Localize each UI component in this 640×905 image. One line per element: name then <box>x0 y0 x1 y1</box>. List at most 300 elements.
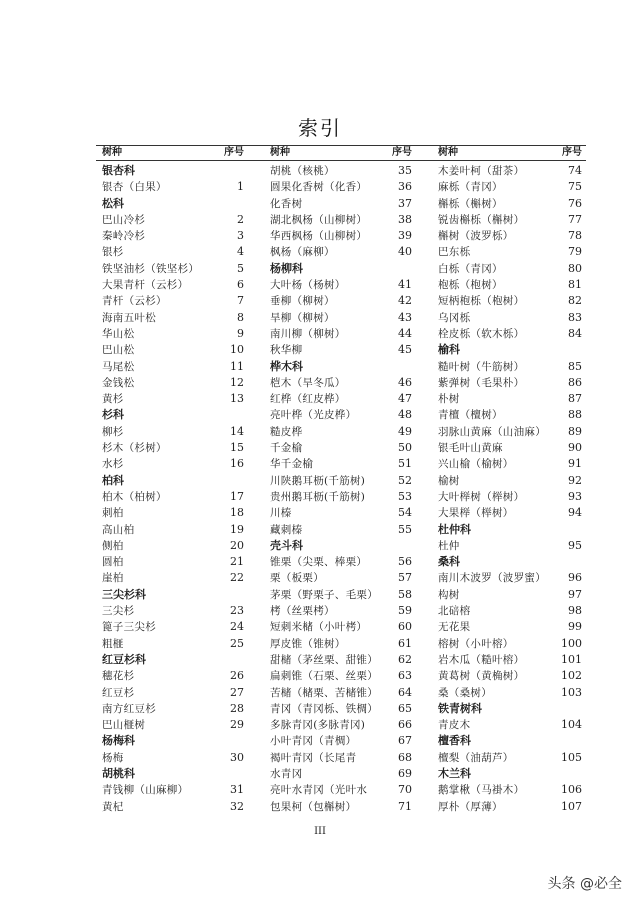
index-entry <box>268 179 414 195</box>
entry-number: 79 <box>568 245 582 259</box>
index-entry <box>268 391 414 407</box>
index-entry <box>436 375 584 391</box>
species-name: 锥栗（尖栗、棒栗） <box>270 556 368 569</box>
index-entry <box>268 766 414 782</box>
entry-number: 26 <box>230 669 244 683</box>
entry-number: 14 <box>230 424 244 438</box>
species-name: 无花果 <box>438 621 471 634</box>
column-header <box>268 145 414 160</box>
index-entry <box>268 668 414 684</box>
entry-number: 16 <box>230 457 244 471</box>
index-entry <box>100 799 246 815</box>
index-column-1 <box>100 145 246 825</box>
index-entry <box>436 570 584 586</box>
index-entry <box>100 391 246 407</box>
family-name: 松科 <box>102 196 124 210</box>
index-list <box>100 163 246 815</box>
species-name: 白栎（青冈） <box>438 262 503 275</box>
entry-number: 21 <box>230 555 244 569</box>
family-heading <box>100 196 246 212</box>
entry-number: 6 <box>237 278 244 292</box>
index-entry <box>100 228 246 244</box>
species-name: 秦岭冷杉 <box>102 230 146 243</box>
entry-number: 12 <box>230 375 244 389</box>
entry-number: 54 <box>398 506 412 520</box>
index-entry <box>268 587 414 603</box>
column-header <box>100 145 246 160</box>
entry-number: 49 <box>398 424 412 438</box>
index-entry <box>268 310 414 326</box>
entry-number: 32 <box>230 799 244 813</box>
species-name: 构树 <box>438 588 460 601</box>
species-name: 羽脉山黄麻（山油麻） <box>438 425 546 438</box>
species-name: 青檀（檀树） <box>438 409 503 422</box>
species-name: 圆果化香树（化香） <box>270 181 368 194</box>
entry-number: 95 <box>568 538 582 552</box>
species-name: 巴东栎 <box>438 246 471 259</box>
index-entry <box>436 244 584 260</box>
species-name: 麻栎（青冈） <box>438 181 503 194</box>
entry-number: 41 <box>398 278 412 292</box>
species-name: 紫弹树（毛果朴） <box>438 376 525 389</box>
entry-number: 60 <box>398 620 412 634</box>
species-name: 南方红豆杉 <box>102 702 156 715</box>
entry-number: 53 <box>398 489 412 503</box>
index-entry <box>100 375 246 391</box>
species-name: 巴山榧树 <box>102 719 146 732</box>
species-name: 茅栗（野栗子、毛栗） <box>270 588 378 601</box>
entry-number: 31 <box>230 783 244 797</box>
index-entry <box>268 277 414 293</box>
family-heading <box>268 359 414 375</box>
entry-number: 85 <box>568 359 582 373</box>
entry-number: 52 <box>398 473 412 487</box>
species-name: 圆柏 <box>102 556 124 569</box>
index-entry <box>100 277 246 293</box>
index-entry <box>268 603 414 619</box>
entry-number: 102 <box>561 669 582 683</box>
species-name: 栲（丝栗栲） <box>270 605 335 618</box>
index-entry <box>268 473 414 489</box>
entry-number: 63 <box>398 669 412 683</box>
species-name: 秋华柳 <box>270 344 303 357</box>
species-name: 侧柏 <box>102 539 124 552</box>
species-name: 厚朴（厚薄） <box>438 800 503 813</box>
entry-number: 99 <box>568 620 582 634</box>
family-name: 桦木科 <box>270 359 303 373</box>
species-name: 垂柳（柳树） <box>270 295 335 308</box>
entry-number: 87 <box>568 392 582 406</box>
species-name: 杨梅 <box>102 751 124 764</box>
family-heading <box>100 766 246 782</box>
entry-number: 5 <box>237 261 244 275</box>
entry-number: 55 <box>398 522 412 536</box>
species-name: 银杏（白果） <box>102 181 167 194</box>
index-entry <box>436 391 584 407</box>
index-entry <box>436 619 584 635</box>
species-name: 亮叶水青冈（光叶水 <box>270 784 368 797</box>
index-entry <box>100 522 246 538</box>
index-entry <box>436 505 584 521</box>
species-name: 巴山冷杉 <box>102 213 146 226</box>
entry-number: 1 <box>237 180 244 194</box>
species-name: 湖北枫杨（山柳树） <box>270 213 368 226</box>
index-entry <box>268 717 414 733</box>
species-name: 化香树 <box>270 197 303 210</box>
species-name: 杜仲 <box>438 539 460 552</box>
index-entry <box>436 163 584 179</box>
family-heading <box>436 522 584 538</box>
index-entry <box>436 456 584 472</box>
species-name: 川榛 <box>270 507 292 520</box>
header-species: 树种 <box>438 147 458 158</box>
species-name: 青皮木 <box>438 719 471 732</box>
species-name: 大果青杆（云杉） <box>102 279 189 292</box>
header-seq: 序号 <box>562 147 582 158</box>
index-entry <box>436 326 584 342</box>
index-entry <box>100 505 246 521</box>
entry-number: 56 <box>398 555 412 569</box>
index-entry <box>436 538 584 554</box>
species-name: 贵州鹅耳枥(千筋树) <box>270 490 366 503</box>
index-entry <box>268 326 414 342</box>
entry-number: 84 <box>568 326 582 340</box>
entry-number: 11 <box>230 359 244 373</box>
entry-number: 30 <box>230 750 244 764</box>
index-entry <box>268 163 414 179</box>
index-entry <box>436 179 584 195</box>
index-entry <box>436 603 584 619</box>
index-entry <box>268 701 414 717</box>
species-name: 厚皮锥（锥树） <box>270 637 346 650</box>
index-entry <box>100 701 246 717</box>
species-name: 华千金榆 <box>270 458 314 471</box>
family-heading <box>436 766 584 782</box>
entry-number: 65 <box>398 701 412 715</box>
species-name: 黄杉 <box>102 393 124 406</box>
index-entry <box>100 717 246 733</box>
watermark: 头条 @必全 <box>547 876 622 892</box>
family-name: 柏科 <box>102 473 124 487</box>
index-entry <box>100 782 246 798</box>
index-entry <box>436 228 584 244</box>
entry-number: 89 <box>568 424 582 438</box>
species-name: 黄杞 <box>102 800 124 813</box>
index-entry <box>268 375 414 391</box>
entry-number: 36 <box>398 180 412 194</box>
entry-number: 82 <box>568 294 582 308</box>
species-name: 锐齿槲栎（槲树） <box>438 213 525 226</box>
entry-number: 88 <box>568 408 582 422</box>
entry-number: 8 <box>237 310 244 324</box>
family-name: 木兰科 <box>438 766 471 780</box>
index-entry <box>436 717 584 733</box>
family-heading <box>436 342 584 358</box>
entry-number: 20 <box>230 538 244 552</box>
species-name: 木姜叶柯（甜茶） <box>438 165 525 177</box>
entry-number: 50 <box>398 441 412 455</box>
index-entry <box>100 244 246 260</box>
index-entry <box>268 522 414 538</box>
species-name: 槲树（波罗栎） <box>438 230 514 243</box>
species-name: 篦子三尖杉 <box>102 621 156 634</box>
entry-number: 71 <box>398 799 412 813</box>
species-name: 杉木（杉树） <box>102 442 167 455</box>
entry-number: 45 <box>398 343 412 357</box>
index-entry <box>268 750 414 766</box>
family-heading <box>436 701 584 717</box>
entry-number: 101 <box>561 652 582 666</box>
entry-number: 98 <box>568 604 582 618</box>
entry-number: 68 <box>398 750 412 764</box>
index-entry <box>268 619 414 635</box>
family-heading <box>100 652 246 668</box>
species-name: 鹅掌楸（马褂木） <box>438 784 525 797</box>
header-species: 树种 <box>270 147 290 158</box>
species-name: 巴山松 <box>102 344 135 357</box>
entry-number: 44 <box>398 326 412 340</box>
species-name: 小叶青冈（青椆） <box>270 735 357 748</box>
entry-number: 70 <box>398 783 412 797</box>
family-name: 铁青树科 <box>438 701 482 715</box>
index-entry <box>436 440 584 456</box>
species-name: 粗榧 <box>102 637 124 650</box>
species-name: 华山松 <box>102 327 135 340</box>
species-name: 桑（桑树） <box>438 686 492 699</box>
entry-number: 78 <box>568 229 582 243</box>
entry-number: 104 <box>561 718 582 732</box>
family-heading <box>268 261 414 277</box>
species-name: 青钱柳（山麻柳） <box>102 784 189 797</box>
species-name: 银杉 <box>102 246 124 259</box>
index-entry <box>268 799 414 815</box>
column-header <box>436 145 584 160</box>
species-name: 南川柳（柳树） <box>270 327 346 340</box>
species-name: 苦槠（槠栗、苦槠锥） <box>270 686 378 699</box>
species-name: 水杉 <box>102 458 124 471</box>
entry-number: 96 <box>568 571 582 585</box>
index-entry <box>436 685 584 701</box>
index-entry <box>100 212 246 228</box>
entry-number: 19 <box>230 522 244 536</box>
species-name: 崖柏 <box>102 572 124 585</box>
species-name: 红豆杉 <box>102 686 135 699</box>
entry-number: 90 <box>568 441 582 455</box>
index-column-3 <box>436 145 584 825</box>
species-name: 甜槠（茅丝栗、甜锥） <box>270 653 378 666</box>
index-entry <box>436 359 584 375</box>
family-name: 杉科 <box>102 408 124 422</box>
species-name: 海南五叶松 <box>102 311 156 324</box>
entry-number: 23 <box>230 604 244 618</box>
index-entry <box>268 440 414 456</box>
family-heading <box>436 554 584 570</box>
entry-number: 27 <box>230 685 244 699</box>
species-name: 柏木（柏树） <box>102 490 167 503</box>
index-entry <box>268 782 414 798</box>
family-name: 榆科 <box>438 343 460 357</box>
entry-number: 92 <box>568 473 582 487</box>
species-name: 栗（板栗） <box>270 572 324 585</box>
entry-number: 76 <box>568 196 582 210</box>
species-name: 藏刺榛 <box>270 523 303 536</box>
entry-number: 74 <box>568 164 582 177</box>
index-entry <box>268 424 414 440</box>
species-name: 马尾松 <box>102 360 135 373</box>
species-name: 枫杨（麻柳） <box>270 246 335 259</box>
family-name: 桑科 <box>438 555 460 569</box>
family-name: 三尖杉科 <box>102 587 146 601</box>
index-entry <box>268 489 414 505</box>
entry-number: 22 <box>230 571 244 585</box>
entry-number: 69 <box>398 766 412 780</box>
entry-number: 3 <box>237 229 244 243</box>
species-name: 铁坚油杉（铁坚杉） <box>102 262 200 275</box>
species-name: 多脉青冈(多脉青冈) <box>270 719 366 732</box>
entry-number: 18 <box>230 506 244 520</box>
entry-number: 86 <box>568 375 582 389</box>
entry-number: 43 <box>398 310 412 324</box>
index-entry <box>100 261 246 277</box>
index-list <box>436 163 584 815</box>
entry-number: 59 <box>398 604 412 618</box>
index-entry <box>436 636 584 652</box>
index-entry <box>268 196 414 212</box>
entry-number: 29 <box>230 718 244 732</box>
index-entry <box>100 326 246 342</box>
index-entry <box>100 668 246 684</box>
species-name: 三尖杉 <box>102 605 135 618</box>
index-entry <box>100 619 246 635</box>
index-entry <box>268 212 414 228</box>
entry-number: 2 <box>237 212 244 226</box>
species-name: 柳杉 <box>102 425 124 438</box>
index-entry <box>436 489 584 505</box>
entry-number: 58 <box>398 587 412 601</box>
index-entry <box>268 570 414 586</box>
header-species: 树种 <box>102 147 122 158</box>
family-heading <box>100 733 246 749</box>
index-entry <box>268 456 414 472</box>
entry-number: 47 <box>398 392 412 406</box>
species-name: 亮叶桦（光皮桦） <box>270 409 357 422</box>
species-name: 红桦（红皮桦） <box>270 393 346 406</box>
index-entry <box>436 407 584 423</box>
entry-number: 97 <box>568 587 582 601</box>
species-name: 青冈（青冈栎、铁椆） <box>270 702 378 715</box>
entry-number: 83 <box>568 310 582 324</box>
entry-number: 51 <box>398 457 412 471</box>
entry-number: 61 <box>398 636 412 650</box>
entry-number: 81 <box>568 278 582 292</box>
species-name: 大果榉（榉树） <box>438 507 514 520</box>
entry-number: 105 <box>561 750 582 764</box>
entry-number: 4 <box>237 245 244 259</box>
index-entry <box>100 293 246 309</box>
entry-number: 100 <box>561 636 582 650</box>
index-entry <box>268 554 414 570</box>
species-name: 银毛叶山黄麻 <box>438 442 503 455</box>
index-entry <box>268 636 414 652</box>
species-name: 乌冈栎 <box>438 311 471 324</box>
family-name: 檀香科 <box>438 734 471 748</box>
index-entry <box>100 440 246 456</box>
entry-number: 67 <box>398 734 412 748</box>
entry-number: 37 <box>398 196 412 210</box>
index-list <box>268 163 414 815</box>
index-entry <box>100 750 246 766</box>
entry-number: 94 <box>568 506 582 520</box>
entry-number: 40 <box>398 245 412 259</box>
entry-number: 57 <box>398 571 412 585</box>
index-entry <box>100 685 246 701</box>
index-entry <box>436 212 584 228</box>
species-name: 槲栎（槲树） <box>438 197 503 210</box>
family-heading <box>436 733 584 749</box>
index-entry <box>100 554 246 570</box>
index-entry <box>100 424 246 440</box>
index-entry <box>100 179 246 195</box>
index-entry <box>436 750 584 766</box>
species-name: 穗花杉 <box>102 670 135 683</box>
index-entry <box>436 310 584 326</box>
species-name: 朴树 <box>438 393 460 406</box>
header-seq: 序号 <box>224 147 244 158</box>
species-name: 栓皮栎（软木栎） <box>438 327 525 340</box>
species-name: 旱柳（柳树） <box>270 311 335 324</box>
species-name: 短刺米槠（小叶栲） <box>270 621 368 634</box>
entry-number: 48 <box>398 408 412 422</box>
entry-number: 35 <box>398 164 412 177</box>
entry-number: 9 <box>237 326 244 340</box>
species-name: 千金榆 <box>270 442 303 455</box>
index-entry <box>268 244 414 260</box>
species-name: 刺柏 <box>102 507 124 520</box>
species-name: 糙皮桦 <box>270 425 303 438</box>
entry-number: 107 <box>561 799 582 813</box>
species-name: 糙叶树（牛筋树） <box>438 360 525 373</box>
family-name: 杜仲科 <box>438 522 471 536</box>
index-entry <box>100 570 246 586</box>
entry-number: 64 <box>398 685 412 699</box>
entry-number: 24 <box>230 620 244 634</box>
entry-number: 13 <box>230 392 244 406</box>
index-column-2 <box>268 145 414 825</box>
entry-number: 93 <box>568 489 582 503</box>
index-entry <box>100 310 246 326</box>
index-entry <box>436 261 584 277</box>
entry-number: 38 <box>398 212 412 226</box>
species-name: 兴山榆（榆树） <box>438 458 514 471</box>
index-entry <box>436 196 584 212</box>
index-entry <box>268 293 414 309</box>
entry-number: 7 <box>237 294 244 308</box>
species-name: 高山柏 <box>102 523 135 536</box>
entry-number: 39 <box>398 229 412 243</box>
index-entry <box>436 782 584 798</box>
family-heading <box>100 163 246 179</box>
entry-number: 66 <box>398 718 412 732</box>
index-entry <box>436 473 584 489</box>
index-entry <box>436 587 584 603</box>
index-entry <box>436 293 584 309</box>
index-entry <box>100 359 246 375</box>
species-name: 褐叶青冈（长尾青 <box>270 751 357 764</box>
index-entry <box>436 424 584 440</box>
entry-number: 75 <box>568 180 582 194</box>
family-name: 红豆杉科 <box>102 652 146 666</box>
species-name: 川陕鹅耳枥(千筋树) <box>270 474 366 487</box>
